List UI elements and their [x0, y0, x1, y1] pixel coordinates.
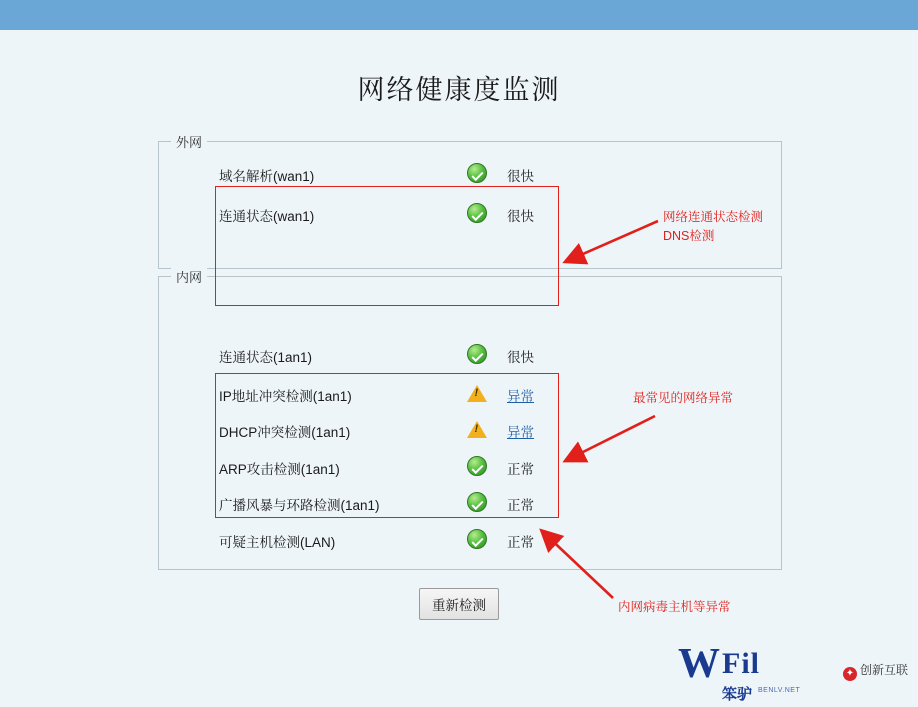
watermark-word: Fil — [722, 647, 760, 680]
check-label: DHCP冲突检测(1an1) — [219, 425, 351, 440]
group-lan-legend: 内网 — [171, 267, 207, 286]
group-wan-legend: 外网 — [171, 132, 207, 151]
status-text: 正常 — [507, 535, 534, 550]
check-label: ARP攻击检测(1an1) — [219, 462, 340, 477]
status-text: 很快 — [507, 169, 534, 184]
check-label: 域名解析(wan1) — [219, 169, 315, 184]
status-link[interactable]: 异常 — [507, 425, 534, 440]
check-label: 连通状态(wan1) — [219, 209, 315, 224]
button-row — [0, 588, 918, 620]
annotation-text-host: 内网病毒主机等异常 — [618, 600, 731, 614]
ok-check-icon — [467, 163, 487, 183]
recheck-button[interactable]: 重新检测 — [419, 588, 499, 620]
annotation-text-wan-line1: 网络连通状态检测 — [663, 210, 764, 224]
window-top-bar — [0, 0, 918, 31]
group-wan — [158, 135, 782, 269]
check-label: 广播风暴与环路检测(1an1) — [219, 498, 380, 513]
status-text: 正常 — [507, 462, 534, 477]
page-title: 网络健康度监测 — [357, 75, 561, 105]
status-text: 很快 — [507, 209, 534, 224]
ok-check-icon — [467, 456, 487, 476]
page-body — [0, 30, 918, 707]
ok-check-icon — [467, 203, 487, 223]
group-lan — [158, 270, 782, 570]
check-label: IP地址冲突检测(1an1) — [219, 389, 352, 404]
check-label: 连通状态(1an1) — [219, 350, 313, 365]
ok-check-icon — [467, 344, 487, 364]
status-text: 很快 — [507, 350, 534, 365]
watermark-cn: 笨驴 — [722, 686, 753, 703]
status-link[interactable]: 异常 — [507, 389, 534, 404]
annotation-text-wan-line2: DNS检测 — [663, 229, 715, 243]
watermark-dot-icon: ✦ — [843, 667, 857, 681]
watermark-logo-letter: W — [678, 641, 720, 687]
check-label: 可疑主机检测(LAN) — [219, 535, 336, 550]
warning-triangle-icon — [467, 383, 487, 403]
ok-check-icon — [467, 492, 487, 512]
watermark-right-text: 创新互联 — [859, 663, 908, 677]
watermark — [678, 641, 908, 701]
warning-triangle-icon — [467, 419, 487, 439]
watermark-right — [843, 661, 908, 681]
annotation-text-wan — [663, 208, 763, 246]
watermark-sub: BENLV.NET — [758, 687, 801, 694]
annotation-text-lan: 最常见的网络异常 — [633, 391, 734, 405]
ok-check-icon — [467, 529, 487, 549]
status-text: 正常 — [507, 498, 534, 513]
